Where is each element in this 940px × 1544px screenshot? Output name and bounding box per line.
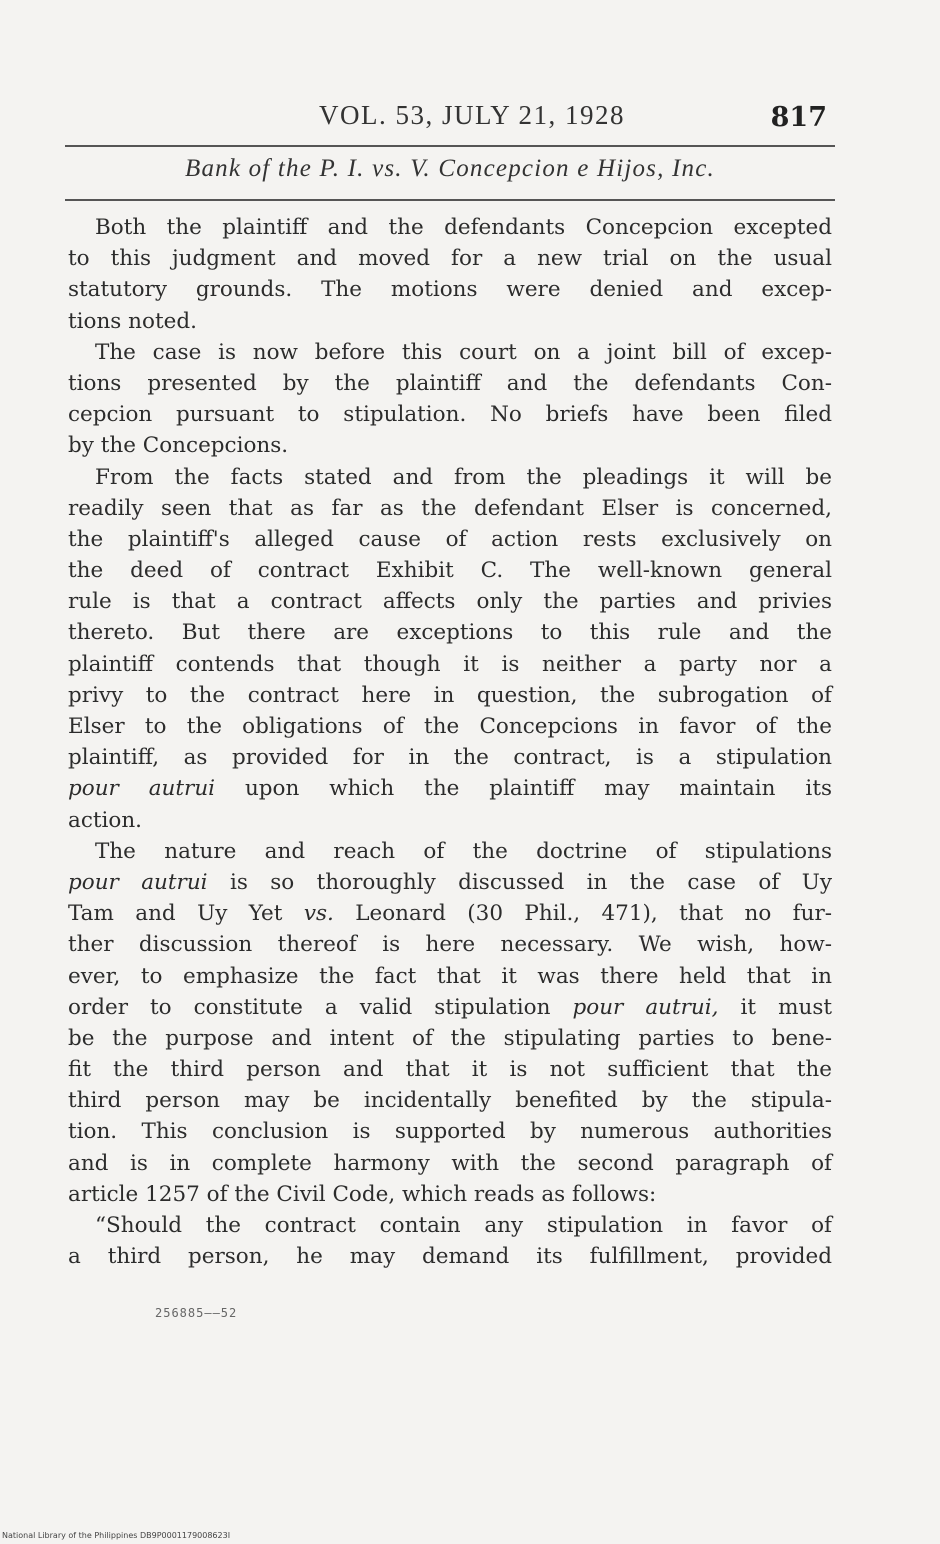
italic-phrase: vs. <box>303 901 334 927</box>
text-line: statutory grounds. The motions were denied and excep- <box>68 277 832 303</box>
text-line: fit the third person and that it is not sufficient that the <box>68 1057 832 1083</box>
text-line <box>68 867 832 898</box>
text-line: “Should the contract contain any stipulation in favor of <box>95 1213 832 1238</box>
text-line: be the purpose and intent of the stipulating parties to bene- <box>68 1025 832 1051</box>
text-line: plaintiff contends that though it is neither a party nor a <box>68 651 832 677</box>
text-segment: upon which the plaintiff may maintain its <box>215 776 832 802</box>
header-rule-bottom <box>65 199 835 201</box>
text-line: tion. This conclusion is supported by numerous authorities <box>68 1119 832 1145</box>
text-line: the plaintiff's alleged cause of action rests exclusively on <box>68 526 832 552</box>
italic-phrase: pour autrui, <box>572 994 719 1020</box>
text-line: readily seen that as far as the defendant Elser is concerned, <box>68 495 832 521</box>
text-line: tions noted. <box>68 308 197 334</box>
library-watermark-note: National Library of the Philippines DB9P0001179008623I <box>2 1531 231 1540</box>
text-line: action. <box>68 807 143 833</box>
text-segment: it must <box>718 994 832 1020</box>
header-rule-top <box>65 145 835 147</box>
text-line: thereto. But there are exceptions to this rule and the <box>68 620 832 646</box>
case-title: Bank of the P. I. vs. V. Concepcion e Hijos, Inc. <box>184 155 715 182</box>
text-line: ther discussion thereof is here necessary. We wish, how- <box>68 932 832 958</box>
body-text <box>68 212 832 1272</box>
text-line: Elser to the obligations of the Concepcions in favor of the <box>68 714 832 739</box>
text-line: and is in complete harmony with the second paragraph of <box>68 1150 832 1176</box>
text-segment: is so thoroughly discussed in the case of Uy <box>207 869 832 895</box>
text-line: article 1257 of the Civil Code, which reads as follows: <box>68 1181 657 1207</box>
text-line: rule is that a contract affects only the parties and privies <box>68 589 832 615</box>
text-line: The nature and reach of the doctrine of stipulations <box>95 838 832 864</box>
text-line: cepcion pursuant to stipulation. No briefs have been filed <box>68 402 832 428</box>
text-line: ever, to emphasize the fact that it was there held that in <box>68 963 832 989</box>
text-line: by the Concepcions. <box>68 433 289 459</box>
page-number: 817 <box>770 102 827 133</box>
text-line: tions presented by the plaintiff and the defendants Con- <box>68 370 832 396</box>
text-line <box>68 773 832 804</box>
italic-phrase: pour autrui <box>68 776 216 802</box>
text-line: From the facts stated and from the pleadings it will be <box>95 464 832 490</box>
text-line: The case is now before this court on a joint bill of excep- <box>95 339 832 365</box>
text-segment: Tam and Uy Yet <box>68 901 304 927</box>
text-line <box>68 992 832 1023</box>
text-line: privy to the contract here in question, the subrogation of <box>68 682 832 708</box>
text-segment: order to constitute a valid stipulation <box>68 994 573 1020</box>
text-line: to this judgment and moved for a new trial on the usual <box>68 246 832 272</box>
volume-date: VOL. 53, JULY 21, 1928 <box>318 100 626 130</box>
text-line: the deed of contract Exhibit C. The well-known general <box>68 558 832 584</box>
text-line: a third person, he may demand its fulfillment, provided <box>68 1244 832 1270</box>
text-line: third person may be incidentally benefited by the stipula- <box>68 1088 832 1114</box>
text-line: plaintiff, as provided for in the contract, is a stipulation <box>68 745 832 771</box>
text-segment: Leonard (30 Phil., 471), that no fur- <box>333 901 832 927</box>
printer-signature: 256885——52 <box>155 1306 238 1320</box>
running-header <box>65 100 835 140</box>
text-line <box>68 898 832 929</box>
text-line: Both the plaintiff and the defendants Concepcion excepted <box>95 215 832 240</box>
italic-phrase: pour autrui <box>68 869 208 895</box>
